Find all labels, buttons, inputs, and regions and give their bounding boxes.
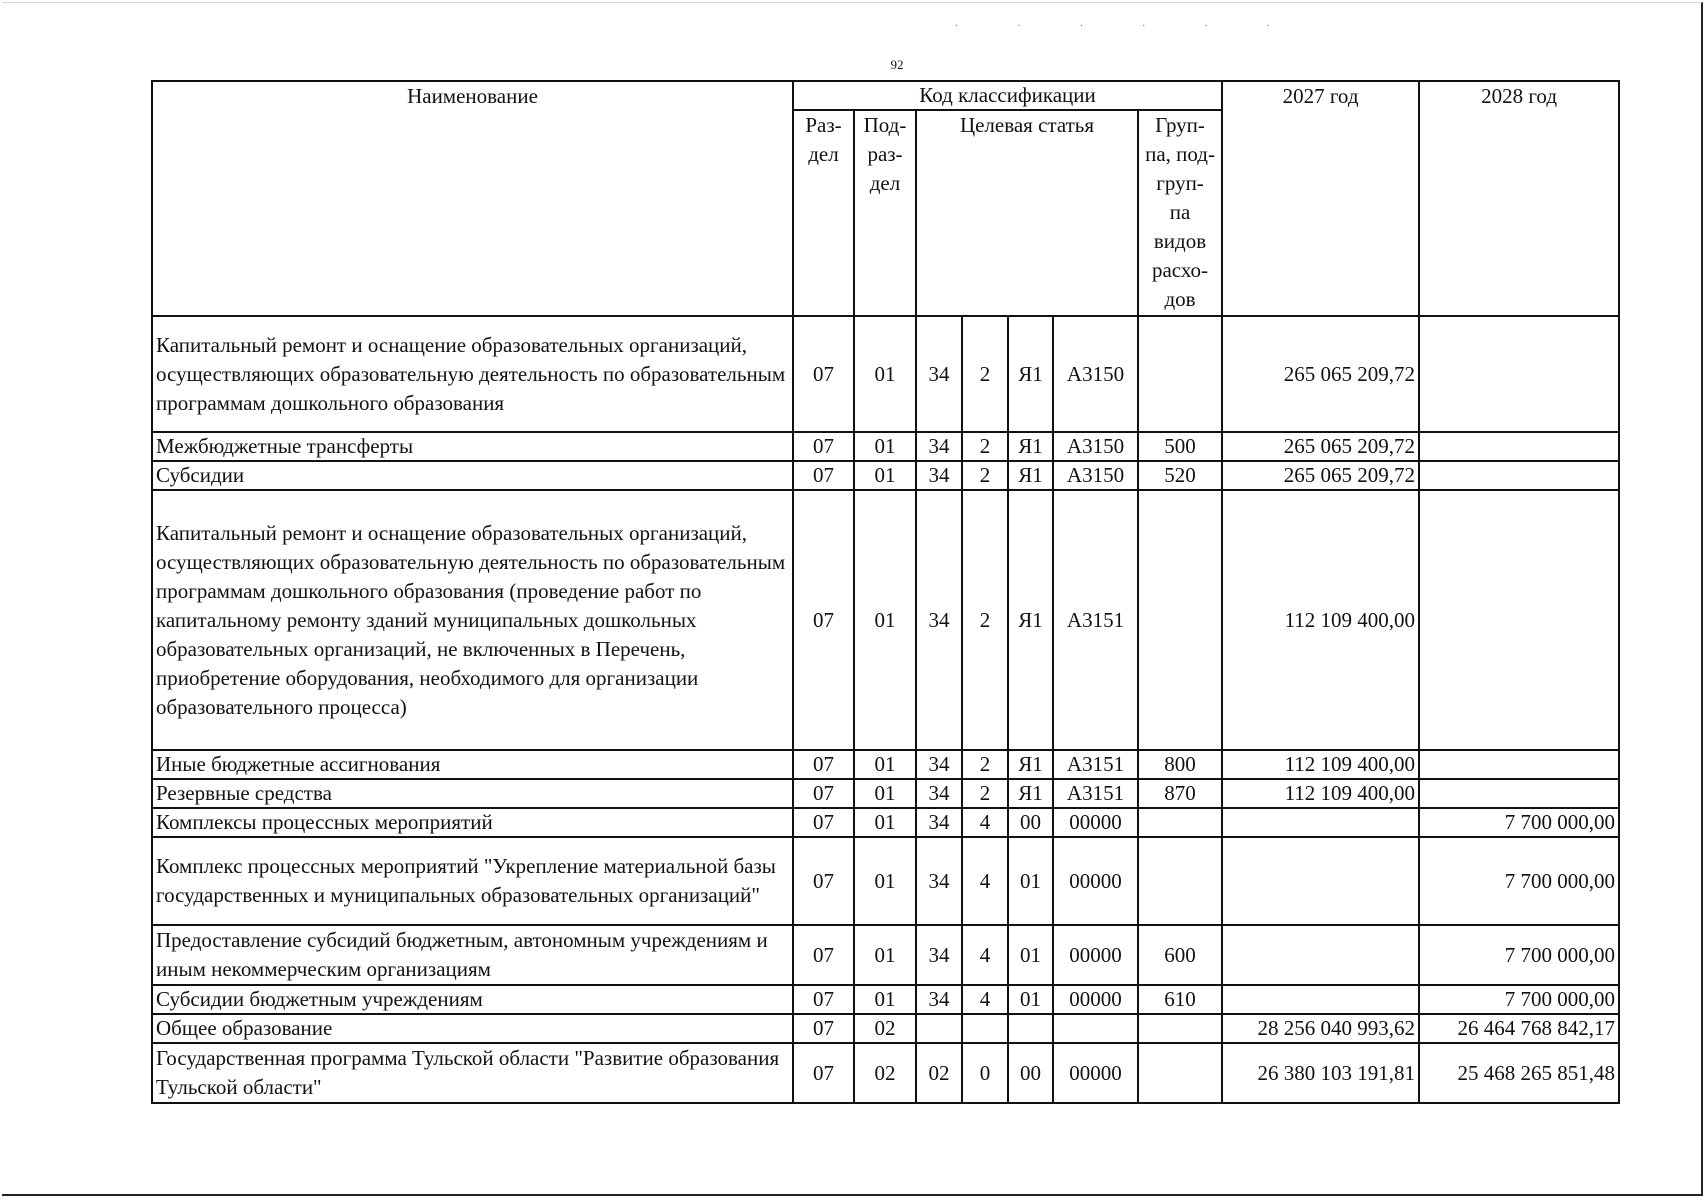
cell-article-3: 01 [1008,985,1053,1014]
cell-podrazdel: 01 [854,432,916,461]
cell-podrazdel: 01 [854,779,916,808]
row-name: Предоставление субсидий бюджетным, автономным учреждениям и иным некоммерческим организациям [152,925,793,985]
cell-article-3: 00 [1008,1043,1053,1103]
cell-article-2: 2 [962,432,1008,461]
table-row [152,316,1619,432]
cell-razdel: 07 [793,779,854,808]
cell-2027 [1222,837,1419,925]
cell-razdel: 07 [793,808,854,837]
table-row [152,808,1619,837]
cell-expense-type [1138,1014,1222,1043]
row-name: Комплекс процессных мероприятий "Укрепление материальной базы государственных и муниципальных образовательных организаций" [152,837,793,925]
cell-article-4: А3151 [1053,490,1138,750]
header-row-top [152,81,1619,110]
cell-expense-type: 600 [1138,925,1222,985]
cell-article-1: 34 [916,779,962,808]
cell-2028 [1419,461,1619,490]
row-name: Общее образование [152,1014,793,1043]
cell-article-1: 34 [916,808,962,837]
cell-article-4: 00000 [1053,1043,1138,1103]
cell-podrazdel: 01 [854,985,916,1014]
cell-article-2: 4 [962,925,1008,985]
header-year-2028: 2028 год [1419,81,1619,316]
cell-2028: 7 700 000,00 [1419,985,1619,1014]
cell-razdel: 07 [793,750,854,779]
cell-article-1 [916,1014,962,1043]
cell-razdel: 07 [793,490,854,750]
table-row [152,779,1619,808]
cell-article-3: Я1 [1008,750,1053,779]
cell-article-2: 4 [962,808,1008,837]
cell-podrazdel: 01 [854,808,916,837]
cell-razdel: 07 [793,1043,854,1103]
cell-2027 [1222,985,1419,1014]
cell-expense-type [1138,316,1222,432]
table-row [152,750,1619,779]
cell-2027: 112 109 400,00 [1222,779,1419,808]
cell-2028: 7 700 000,00 [1419,808,1619,837]
header-podrazdel: Под- раз- дел [854,110,916,316]
cell-2028 [1419,490,1619,750]
cell-2028: 25 468 265 851,48 [1419,1043,1619,1103]
table-row [152,461,1619,490]
cell-2027: 265 065 209,72 [1222,461,1419,490]
cell-article-3: 01 [1008,837,1053,925]
budget-table [151,80,1620,1104]
cell-article-3: 01 [1008,925,1053,985]
cell-article-3: Я1 [1008,779,1053,808]
table-row [152,837,1619,925]
cell-article-4: 00000 [1053,985,1138,1014]
table-row [152,1043,1619,1103]
row-name: Комплексы процессных мероприятий [152,808,793,837]
cell-article-4 [1053,1014,1138,1043]
cell-article-1: 34 [916,432,962,461]
cell-article-4: 00000 [1053,808,1138,837]
header-expense-group: Груп- па, под- груп- па видов расхо- дов [1138,110,1222,316]
cell-article-1: 34 [916,750,962,779]
table-row [152,432,1619,461]
cell-expense-type: 500 [1138,432,1222,461]
cell-razdel: 07 [793,837,854,925]
cell-article-4: А3151 [1053,750,1138,779]
cell-article-1: 34 [916,985,962,1014]
cell-article-3: Я1 [1008,316,1053,432]
row-name: Государственная программа Тульской области "Развитие образования Тульской области" [152,1043,793,1103]
cell-2027 [1222,925,1419,985]
cell-razdel: 07 [793,432,854,461]
cell-expense-type [1138,837,1222,925]
table-row [152,925,1619,985]
cell-article-2: 4 [962,985,1008,1014]
cell-2028: 7 700 000,00 [1419,837,1619,925]
cell-expense-type [1138,490,1222,750]
cell-article-1: 02 [916,1043,962,1103]
cell-article-4: А3151 [1053,779,1138,808]
cell-article-3 [1008,1014,1053,1043]
table-row [152,1014,1619,1043]
header-classification-code: Код классификации [793,81,1222,110]
cell-2027: 265 065 209,72 [1222,316,1419,432]
cell-article-2: 4 [962,837,1008,925]
table-row [152,490,1619,750]
cell-razdel: 07 [793,985,854,1014]
cell-article-2: 2 [962,750,1008,779]
cell-2027: 26 380 103 191,81 [1222,1043,1419,1103]
cell-expense-type: 610 [1138,985,1222,1014]
cell-article-4: А3150 [1053,432,1138,461]
cell-article-1: 34 [916,925,962,985]
cell-podrazdel: 01 [854,837,916,925]
cell-article-4: 00000 [1053,837,1138,925]
cell-podrazdel: 02 [854,1014,916,1043]
header-year-2027: 2027 год [1222,81,1419,316]
cell-article-3: Я1 [1008,490,1053,750]
row-name: Капитальный ремонт и оснащение образовательных организаций, осуществляющих образовательную деятельность по образовательным программам дошкольного образования (проведение работ по капитальному ремонту зданий муниципальных дошкольных образовательных организаций, не включенных в Перечень, приобретение оборудования, необходимого для организации образовательного процесса) [152,490,793,750]
cell-expense-type [1138,808,1222,837]
cell-podrazdel: 01 [854,490,916,750]
header-razdel: Раз- дел [793,110,854,316]
cell-article-1: 34 [916,490,962,750]
cell-razdel: 07 [793,461,854,490]
cell-expense-type [1138,1043,1222,1103]
cell-article-1: 34 [916,316,962,432]
cell-article-2: 0 [962,1043,1008,1103]
cell-expense-type: 870 [1138,779,1222,808]
cell-article-2 [962,1014,1008,1043]
cell-2028: 7 700 000,00 [1419,925,1619,985]
cell-article-3: 00 [1008,808,1053,837]
cell-2028 [1419,750,1619,779]
scan-marks: . . . . . . [955,18,1298,29]
row-name: Иные бюджетные ассигнования [152,750,793,779]
cell-razdel: 07 [793,925,854,985]
cell-2027 [1222,808,1419,837]
cell-2027: 112 109 400,00 [1222,490,1419,750]
cell-2028 [1419,432,1619,461]
row-name: Межбюджетные трансферты [152,432,793,461]
cell-razdel: 07 [793,1014,854,1043]
cell-2027: 265 065 209,72 [1222,432,1419,461]
cell-article-2: 2 [962,779,1008,808]
cell-podrazdel: 01 [854,925,916,985]
row-name: Капитальный ремонт и оснащение образовательных организаций, осуществляющих образовательную деятельность по образовательным программам дошкольного образования [152,316,793,432]
row-name: Субсидии [152,461,793,490]
cell-2027: 112 109 400,00 [1222,750,1419,779]
cell-article-4: А3150 [1053,461,1138,490]
row-name: Субсидии бюджетным учреждениям [152,985,793,1014]
header-name: Наименование [152,81,793,316]
cell-razdel: 07 [793,316,854,432]
table-row [152,985,1619,1014]
row-name: Резервные средства [152,779,793,808]
cell-article-3: Я1 [1008,432,1053,461]
cell-article-1: 34 [916,837,962,925]
cell-expense-type: 800 [1138,750,1222,779]
cell-article-2: 2 [962,490,1008,750]
cell-expense-type: 520 [1138,461,1222,490]
header-target-article: Целевая статья [916,110,1138,316]
cell-podrazdel: 02 [854,1043,916,1103]
cell-article-2: 2 [962,461,1008,490]
cell-2028 [1419,779,1619,808]
cell-podrazdel: 01 [854,316,916,432]
page-number: 92 [890,57,904,72]
cell-article-3: Я1 [1008,461,1053,490]
cell-article-1: 34 [916,461,962,490]
cell-2028: 26 464 768 842,17 [1419,1014,1619,1043]
cell-2028 [1419,316,1619,432]
cell-article-4: А3150 [1053,316,1138,432]
cell-podrazdel: 01 [854,750,916,779]
cell-article-4: 00000 [1053,925,1138,985]
cell-podrazdel: 01 [854,461,916,490]
cell-article-2: 2 [962,316,1008,432]
cell-2027: 28 256 040 993,62 [1222,1014,1419,1043]
